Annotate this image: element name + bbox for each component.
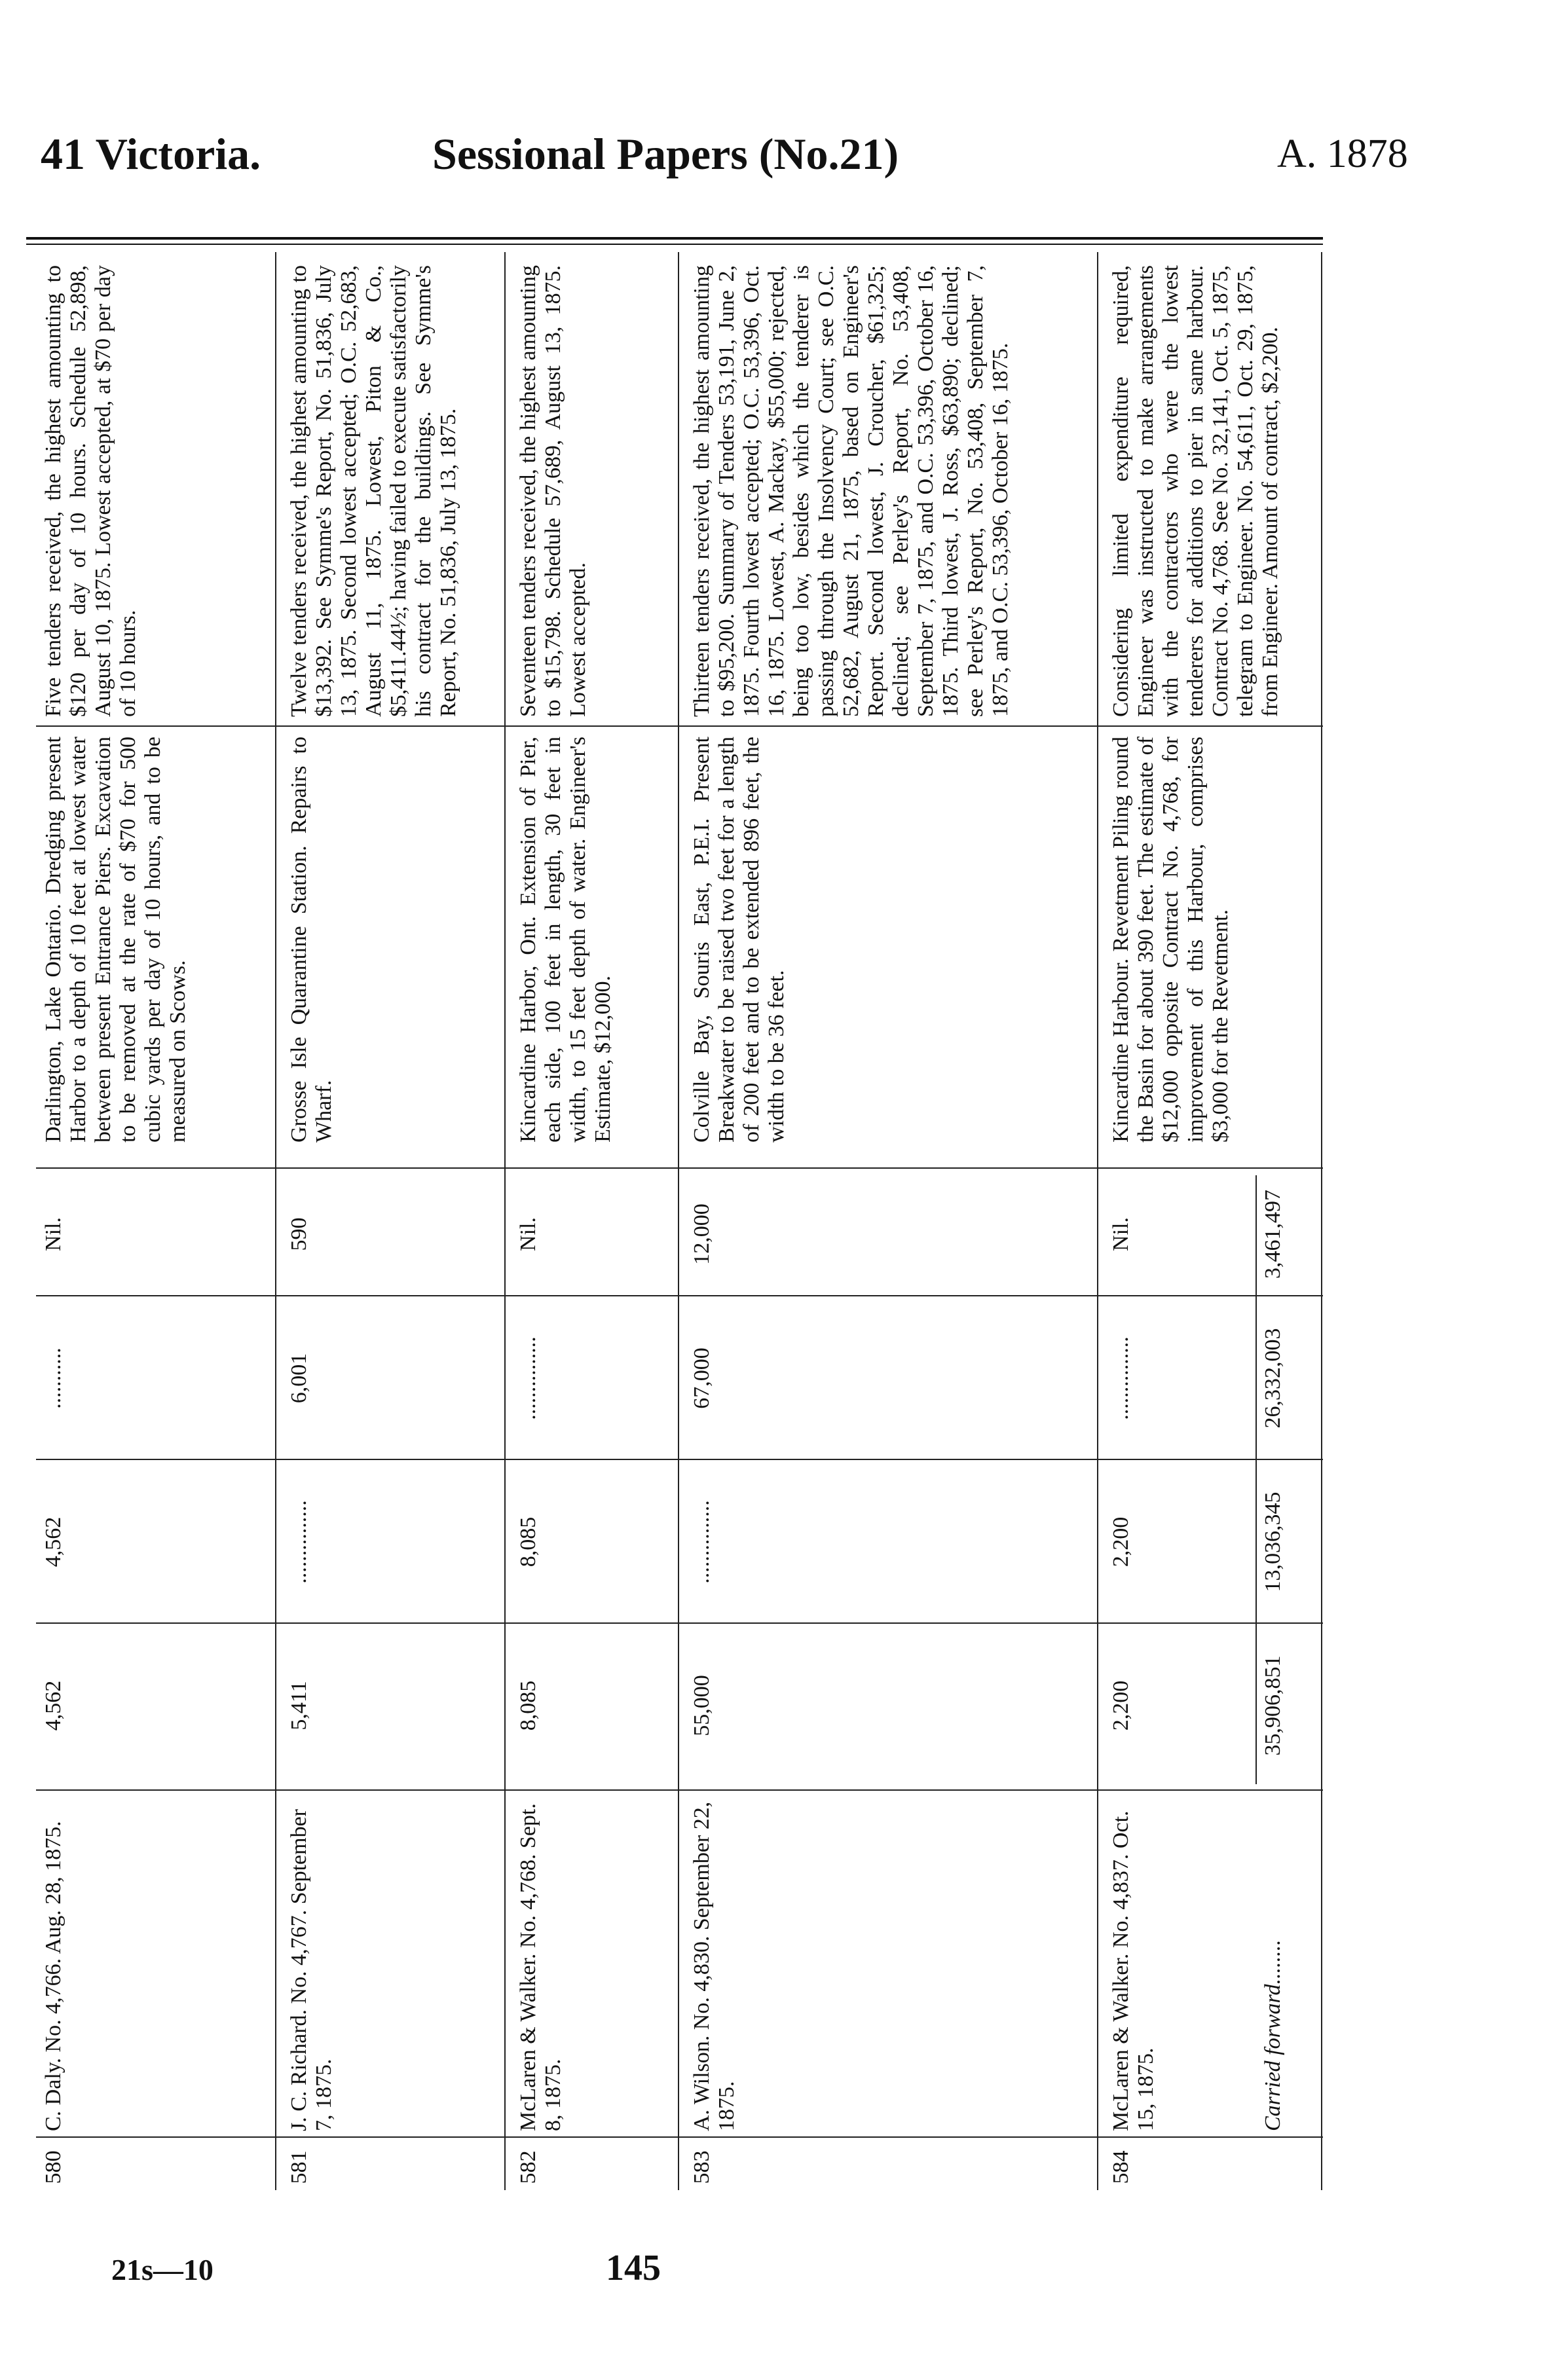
amount-col2: ...............	[690, 1500, 714, 1584]
table-row	[511, 252, 671, 2190]
page-header	[0, 124, 1562, 203]
work-description: Colville Bay, Souris East, P.E.I. Present Breakwater to be raised two feet for a length of 200 feet and to be extended 896 feet, the width to be 36 feet.	[690, 737, 789, 1143]
contractor-name: A. Wilson. No. 4,830. September 22, 1875.	[690, 1801, 739, 2131]
amount-col1: 55,000	[690, 1675, 714, 1736]
work-description: Kincardine Harbor, Ont. Extension of Pier, each side, 100 feet in length, 30 feet in width, to 15 feet depth of water. Engineer's Estimate, $12,000.	[516, 737, 615, 1143]
remarks: Thirteen tenders received, the highest amounting to $95,200. Summary of Tenders 53,191, June 2, 1875. Fourth lowest accepted; O.C. 53,396, Oct. 16, 1875. Lowest, A. Mackay, $55,000; rejected, being too low, besides which the tenderer is passing through the Insolvency Court; see O.C. 52,682, August 21, 1875, based on Engineer's Report. Second lowest, J. Croucher, $61,325; declined; see Perley's Report, No. 53,408, September 7, 1875, and O.C. 53,396, October 16, 1875. Third lowest, J. Ross, $63,890; declined; see Perley's Report, No. 53,408, September 7, 1875, and O.C. 53,396, October 16, 1875.	[690, 265, 1013, 717]
row-number: 582	[516, 2150, 540, 2184]
carried-col3: 26,332,003	[1261, 1328, 1285, 1429]
table-row	[282, 252, 498, 2190]
page-number: 145	[606, 2248, 661, 2288]
amount-col4: Nil.	[1109, 1217, 1133, 1251]
row-number: 584	[1109, 2150, 1133, 2184]
amount-col4: 590	[287, 1217, 311, 1251]
table-row	[36, 252, 269, 2190]
contractor-name: McLaren & Walker. No. 4,837. Oct. 15, 1875.	[1109, 1810, 1158, 2131]
contractor-name: J. C. Richard. No. 4,767. September 7, 1875.	[287, 1809, 336, 2131]
carried-forward-label: Carried forward........	[1261, 1939, 1285, 2131]
amount-col3: ...............	[516, 1336, 540, 1420]
header-rule	[26, 237, 1323, 240]
header-rule-thin	[26, 244, 1323, 245]
row-number: 580	[41, 2150, 65, 2184]
row-number: 581	[287, 2150, 311, 2184]
amount-col4: 12,000	[690, 1203, 714, 1265]
row-rule	[504, 252, 506, 2190]
amount-col2: ...............	[287, 1500, 311, 1584]
amount-col4: Nil.	[516, 1217, 540, 1251]
column-rule	[36, 1167, 1323, 1169]
contracts-table	[36, 252, 1323, 2190]
column-rule	[36, 725, 1323, 727]
amount-col1: 4,562	[41, 1680, 65, 1731]
table-row	[1104, 252, 1320, 2190]
row-rule	[1097, 252, 1098, 2190]
contractor-name: C. Daly. No. 4,766. Aug. 28, 1875.	[41, 1821, 65, 2131]
year-label: A. 1878	[1277, 132, 1408, 176]
total-rule	[1255, 1175, 1257, 1784]
amount-col3: ...............	[1109, 1336, 1133, 1420]
row-rule	[678, 252, 679, 2190]
contractor-name: McLaren & Walker. No. 4,768. Sept. 8, 1875.	[516, 1803, 565, 2131]
table-bottom-rule	[1321, 252, 1322, 2190]
column-rule	[36, 1622, 1323, 1624]
amount-col3: ...........	[41, 1347, 65, 1409]
amount-col1: 5,411	[287, 1681, 311, 1730]
amount-col2: 4,562	[41, 1516, 65, 1567]
work-description: Darlington, Lake Ontario. Dredging present Harbor to a depth of 10 feet at lowest water between present Entrance Piers. Excavation to be removed at the rate of $70 for 500 cubic yards per day of 10 hours, and to be measured on Scows.	[41, 737, 190, 1143]
carried-col1: 35,906,851	[1261, 1655, 1285, 1756]
amount-col1: 8,085	[516, 1680, 540, 1731]
amount-col2: 2,200	[1109, 1516, 1133, 1567]
amount-col3: 6,001	[287, 1353, 311, 1404]
remarks: Considering limited expenditure required, Engineer was instructed to make arrangements with the contractors who were the lowest tenderers for additions to pier in same harbour. Contract No. 4,768. See No. 32,141, Oct. 5, 1875, telegram to Engineer. No. 54,611, Oct. 29, 1875, from Engineer. Amount of contract, $2,200.	[1109, 265, 1282, 717]
amount-col4: Nil.	[41, 1217, 65, 1251]
amount-col2: 8,085	[516, 1516, 540, 1567]
remarks: Twelve tenders received, the highest amounting to $13,392. See Symme's Report, No. 51,836, July 13, 1875. Second lowest accepted; O.C. 52,683, August 11, 1875. Lowest, Piton & Co., $5,411.44½; having failed to execute satisfactorily his contract for the buildings. See Symme's Report, No. 51,836, July 13, 1875.	[287, 265, 460, 717]
sessional-papers-title: Sessional Papers (No.21)	[432, 129, 899, 179]
column-rule	[36, 1789, 1323, 1791]
remarks: Seventeen tenders received, the highest amounting to $15,798. Schedule 57,689, August 13, 1875. Lowest accepted.	[516, 265, 590, 717]
column-rule	[36, 1459, 1323, 1460]
volume-title: 41 Victoria.	[41, 129, 261, 179]
printer-signature: 21s—10	[111, 2253, 214, 2286]
work-description: Grosse Isle Quarantine Station. Repairs to Wharf.	[287, 737, 336, 1143]
carried-col2: 13,036,345	[1261, 1492, 1285, 1592]
carried-col4: 3,461,497	[1261, 1190, 1285, 1279]
table-row	[684, 252, 1090, 2190]
remarks: Five tenders received, the highest amounting to $120 per day of 10 hours. Schedule 52,898, August 10, 1875. Lowest accepted, at $70 per day of 10 hours.	[41, 265, 140, 717]
row-rule	[275, 252, 276, 2190]
column-rule	[36, 1295, 1323, 1296]
row-number: 583	[690, 2150, 714, 2184]
work-description: Kincardine Harbour. Revetment Piling round the Basin for about 390 feet. The estimate of $12,000 opposite Contract No. 4,768, for improvement of this Harbour, comprises $3,000 for the Revetment.	[1109, 737, 1233, 1143]
column-rule	[36, 2136, 1323, 2138]
amount-col3: 67,000	[690, 1347, 714, 1409]
amount-col1: 2,200	[1109, 1680, 1133, 1731]
